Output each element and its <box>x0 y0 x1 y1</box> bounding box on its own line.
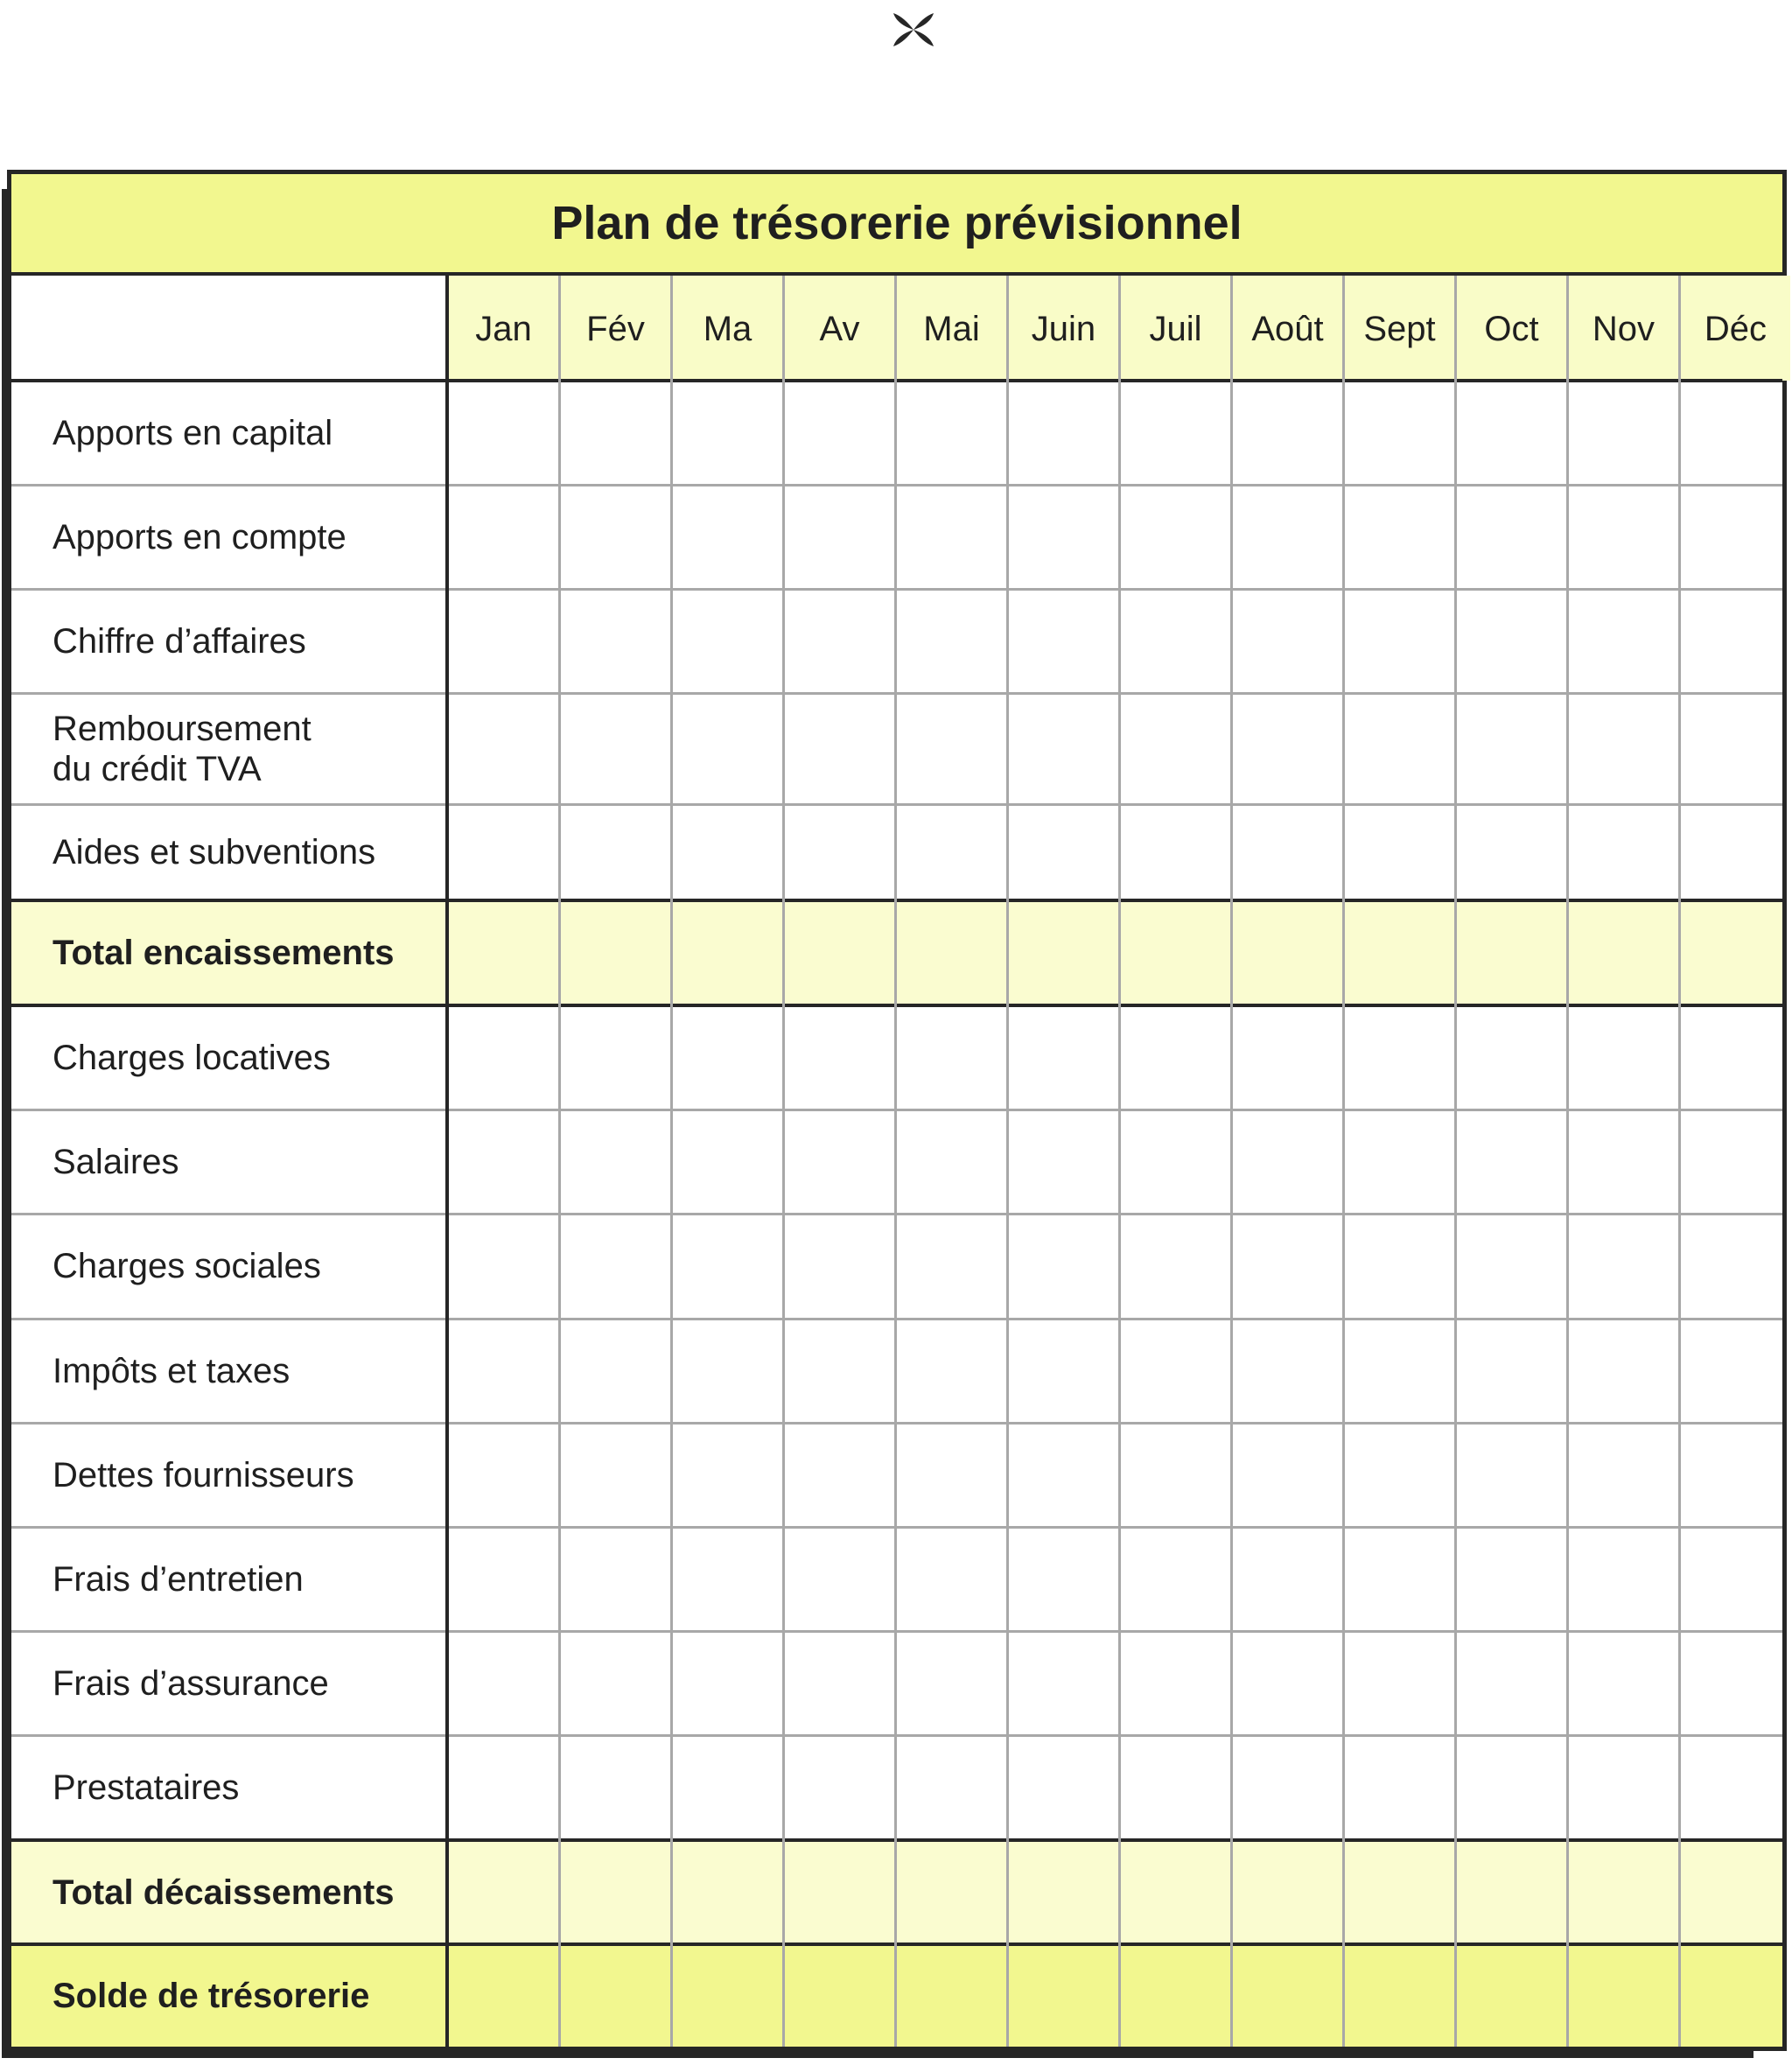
value-cell[interactable] <box>1233 1947 1342 2047</box>
value-cell[interactable] <box>1009 1530 1118 1631</box>
value-cell[interactable] <box>785 903 894 1005</box>
value-cell[interactable] <box>785 1112 894 1214</box>
value-cell[interactable] <box>1233 1008 1342 1110</box>
value-cell[interactable] <box>1233 1738 1342 1840</box>
row-label: Charges locatives <box>52 1038 331 1077</box>
value-cell[interactable] <box>1009 1738 1118 1840</box>
value-cell[interactable] <box>1009 383 1118 485</box>
row-label: Chiffre d’affaires <box>52 621 306 661</box>
value-cell[interactable] <box>1345 592 1454 693</box>
value-cell[interactable] <box>1009 1425 1118 1527</box>
value-cell[interactable] <box>449 383 558 485</box>
row-label: Salaires <box>52 1142 179 1181</box>
value-cell[interactable] <box>1121 1216 1230 1319</box>
row-divider <box>11 1318 1782 1320</box>
value-cell[interactable] <box>1569 807 1678 900</box>
value-cell[interactable] <box>1121 487 1230 589</box>
month-header: Juil <box>1121 276 1230 381</box>
value-cell[interactable] <box>1121 383 1230 485</box>
value-cell[interactable] <box>1569 1530 1678 1631</box>
value-cell[interactable] <box>1121 1843 1230 1944</box>
value-cell[interactable] <box>1009 487 1118 589</box>
value-cell[interactable] <box>1569 1321 1678 1423</box>
value-cell[interactable] <box>1681 696 1790 804</box>
value-cell[interactable] <box>449 1738 558 1840</box>
row-label: Impôts et taxes <box>52 1351 290 1390</box>
value-cell[interactable] <box>897 1008 1006 1110</box>
month-column-divider <box>1566 276 1569 2047</box>
row-divider <box>11 1004 1782 1007</box>
value-cell[interactable] <box>673 1634 782 1735</box>
value-cell[interactable] <box>449 1008 558 1110</box>
row-label: Dettes fournisseurs <box>52 1455 354 1494</box>
row-divider <box>11 484 1782 486</box>
value-cell[interactable] <box>673 1321 782 1423</box>
value-cell[interactable] <box>1233 487 1342 589</box>
value-cell[interactable] <box>561 1634 670 1735</box>
month-header: Ma <box>673 276 782 381</box>
value-cell[interactable] <box>1681 1738 1790 1840</box>
value-cell[interactable] <box>449 1216 558 1319</box>
month-header: Juin <box>1009 276 1118 381</box>
value-cell[interactable] <box>673 1112 782 1214</box>
total-row-label: Total encaissements <box>52 934 395 972</box>
value-cell[interactable] <box>785 1947 894 2047</box>
month-column-divider <box>558 276 561 2047</box>
value-cell[interactable] <box>1457 592 1566 693</box>
table-title: Plan de trésorerie prévisionnel <box>551 197 1242 249</box>
total-row-label: Total décaissements <box>52 1872 395 1912</box>
value-cell[interactable] <box>561 1216 670 1319</box>
value-cell[interactable] <box>449 696 558 804</box>
value-cell[interactable] <box>1457 1425 1566 1527</box>
value-cell[interactable] <box>1233 696 1342 804</box>
row-divider <box>11 899 1782 902</box>
row-divider <box>11 1213 1782 1215</box>
value-cell[interactable] <box>1009 1008 1118 1110</box>
value-cell[interactable] <box>1569 1738 1678 1840</box>
value-cell[interactable] <box>1569 383 1678 485</box>
value-cell[interactable] <box>785 1634 894 1735</box>
value-cell[interactable] <box>1345 1112 1454 1214</box>
value-cell[interactable] <box>1681 1321 1790 1423</box>
value-cell[interactable] <box>449 487 558 589</box>
value-cell[interactable] <box>1009 1947 1118 2047</box>
value-cell[interactable] <box>1121 1321 1230 1423</box>
value-cell[interactable] <box>1569 1843 1678 1944</box>
value-cell[interactable] <box>673 1947 782 2047</box>
value-cell[interactable] <box>1569 903 1678 1005</box>
value-cell[interactable] <box>1457 1634 1566 1735</box>
row-label: Remboursement du crédit TVA <box>52 709 312 788</box>
value-cell[interactable] <box>1569 1425 1678 1527</box>
month-header: Mai <box>897 276 1006 381</box>
value-cell[interactable] <box>1569 1947 1678 2047</box>
month-column-divider <box>1230 276 1233 2047</box>
value-cell[interactable] <box>561 1843 670 1944</box>
row-label: Charges sociales <box>52 1247 321 1285</box>
value-cell[interactable] <box>1681 1947 1790 2047</box>
value-cell[interactable] <box>1345 1425 1454 1527</box>
balance-row-label: Solde de trésorerie <box>52 1976 370 2015</box>
value-cell[interactable] <box>561 1738 670 1840</box>
value-cell[interactable] <box>1457 903 1566 1005</box>
value-cell[interactable] <box>561 696 670 804</box>
value-cell[interactable] <box>1121 1008 1230 1110</box>
value-cell[interactable] <box>1233 592 1342 693</box>
month-header: Jan <box>449 276 558 381</box>
value-cell[interactable] <box>897 1321 1006 1423</box>
row-divider <box>11 588 1782 591</box>
value-cell[interactable] <box>1345 903 1454 1005</box>
row-divider <box>11 1526 1782 1529</box>
row-divider <box>11 1109 1782 1111</box>
value-cell[interactable] <box>449 807 558 900</box>
value-cell[interactable] <box>1345 383 1454 485</box>
row-label: Apports en compte <box>52 517 346 556</box>
value-cell[interactable] <box>1345 696 1454 804</box>
value-cell[interactable] <box>1457 383 1566 485</box>
value-cell[interactable] <box>897 487 1006 589</box>
value-cell[interactable] <box>449 1530 558 1631</box>
value-cell[interactable] <box>673 1738 782 1840</box>
value-cell[interactable] <box>673 487 782 589</box>
value-cell[interactable] <box>1233 1216 1342 1319</box>
value-cell[interactable] <box>1345 1008 1454 1110</box>
value-cell[interactable] <box>673 1216 782 1319</box>
value-cell[interactable] <box>785 807 894 900</box>
value-cell[interactable] <box>1233 1112 1342 1214</box>
value-cell[interactable] <box>1681 1425 1790 1527</box>
value-cell[interactable] <box>1009 903 1118 1005</box>
value-cell[interactable] <box>1233 903 1342 1005</box>
value-cell[interactable] <box>1009 696 1118 804</box>
value-cell[interactable] <box>449 1634 558 1735</box>
value-cell[interactable] <box>449 592 558 693</box>
month-column-divider <box>1006 276 1009 2047</box>
row-label: Frais d’assurance <box>52 1663 329 1703</box>
month-header: Av <box>785 276 894 381</box>
value-cell[interactable] <box>1009 1843 1118 1944</box>
month-column-divider <box>1454 276 1457 2047</box>
value-cell[interactable] <box>1457 1008 1566 1110</box>
value-cell[interactable] <box>449 903 558 1005</box>
value-cell[interactable] <box>897 383 1006 485</box>
value-cell[interactable] <box>1457 1843 1566 1944</box>
value-cell[interactable] <box>561 807 670 900</box>
value-cell[interactable] <box>1121 1530 1230 1631</box>
value-cell[interactable] <box>1681 592 1790 693</box>
value-cell[interactable] <box>785 1321 894 1423</box>
month-header: Août <box>1233 276 1342 381</box>
row-divider <box>11 692 1782 695</box>
value-cell[interactable] <box>561 1947 670 2047</box>
month-column-divider <box>894 276 897 2047</box>
month-header: Sept <box>1345 276 1454 381</box>
value-cell[interactable] <box>897 903 1006 1005</box>
month-header: Nov <box>1569 276 1678 381</box>
value-cell[interactable] <box>1233 1843 1342 1944</box>
month-column-divider <box>1342 276 1345 2047</box>
month-header: Oct <box>1457 276 1566 381</box>
row-divider <box>11 1422 1782 1424</box>
value-cell[interactable] <box>1345 1634 1454 1735</box>
row-label: Apports en capital <box>52 413 333 452</box>
value-cell[interactable] <box>1345 1738 1454 1840</box>
value-cell[interactable] <box>1009 1112 1118 1214</box>
value-cell[interactable] <box>673 696 782 804</box>
value-cell[interactable] <box>1121 592 1230 693</box>
value-cell[interactable] <box>1121 903 1230 1005</box>
value-cell[interactable] <box>1457 1530 1566 1631</box>
logo-icon <box>889 5 938 54</box>
value-cell[interactable] <box>673 807 782 900</box>
row-divider <box>11 1734 1782 1737</box>
value-cell[interactable] <box>897 1112 1006 1214</box>
value-cell[interactable] <box>1121 1425 1230 1527</box>
value-cell[interactable] <box>785 1216 894 1319</box>
value-cell[interactable] <box>897 696 1006 804</box>
value-cell[interactable] <box>1569 1634 1678 1735</box>
header-divider <box>11 379 1782 382</box>
value-cell[interactable] <box>785 696 894 804</box>
value-cell[interactable] <box>785 1008 894 1110</box>
value-cell[interactable] <box>673 592 782 693</box>
value-cell[interactable] <box>561 592 670 693</box>
month-column-divider <box>1678 276 1681 2047</box>
value-cell[interactable] <box>897 592 1006 693</box>
value-cell[interactable] <box>1457 1947 1566 2047</box>
value-cell[interactable] <box>1681 807 1790 900</box>
value-cell[interactable] <box>1009 1216 1118 1319</box>
value-cell[interactable] <box>1121 1738 1230 1840</box>
value-cell[interactable] <box>1681 1530 1790 1631</box>
value-cell[interactable] <box>1681 1112 1790 1214</box>
value-cell[interactable] <box>1121 696 1230 804</box>
value-cell[interactable] <box>1345 807 1454 900</box>
value-cell[interactable] <box>449 1947 558 2047</box>
value-cell[interactable] <box>1457 1738 1566 1840</box>
value-cell[interactable] <box>1569 1112 1678 1214</box>
value-cell[interactable] <box>1457 807 1566 900</box>
value-cell[interactable] <box>1569 696 1678 804</box>
title-band <box>11 174 1782 276</box>
value-cell[interactable] <box>785 592 894 693</box>
value-cell[interactable] <box>1121 807 1230 900</box>
value-cell[interactable] <box>449 1112 558 1214</box>
value-cell[interactable] <box>1345 1530 1454 1631</box>
value-cell[interactable] <box>1569 592 1678 693</box>
value-cell[interactable] <box>561 1425 670 1527</box>
value-cell[interactable] <box>561 903 670 1005</box>
value-cell[interactable] <box>785 1530 894 1631</box>
cash-flow-table <box>7 170 1787 2051</box>
value-cell[interactable] <box>673 383 782 485</box>
month-column-divider <box>670 276 673 2047</box>
value-cell[interactable] <box>1121 1634 1230 1735</box>
value-cell[interactable] <box>897 807 1006 900</box>
value-cell[interactable] <box>561 1530 670 1631</box>
row-label: Prestataires <box>52 1768 240 1807</box>
value-cell[interactable] <box>1233 807 1342 900</box>
value-cell[interactable] <box>1681 1008 1790 1110</box>
value-cell[interactable] <box>1345 1321 1454 1423</box>
value-cell[interactable] <box>897 1530 1006 1631</box>
value-cell[interactable] <box>1009 807 1118 900</box>
label-column-divider <box>445 276 449 2047</box>
value-cell[interactable] <box>1569 487 1678 589</box>
value-cell[interactable] <box>1233 1321 1342 1423</box>
value-cell[interactable] <box>1233 1634 1342 1735</box>
value-cell[interactable] <box>561 487 670 589</box>
value-cell[interactable] <box>449 1321 558 1423</box>
value-cell[interactable] <box>1009 592 1118 693</box>
value-cell[interactable] <box>1681 1843 1790 1944</box>
row-divider <box>11 803 1782 806</box>
value-cell[interactable] <box>1681 903 1790 1005</box>
value-cell[interactable] <box>1345 1947 1454 2047</box>
row-divider <box>11 1942 1782 1946</box>
value-cell[interactable] <box>1569 1008 1678 1110</box>
value-cell[interactable] <box>673 903 782 1005</box>
value-cell[interactable] <box>1457 1112 1566 1214</box>
value-cell[interactable] <box>897 1947 1006 2047</box>
value-cell[interactable] <box>561 1008 670 1110</box>
value-cell[interactable] <box>673 1530 782 1631</box>
value-cell[interactable] <box>785 1738 894 1840</box>
month-column-divider <box>782 276 785 2047</box>
value-cell[interactable] <box>561 1321 670 1423</box>
value-cell[interactable] <box>785 487 894 589</box>
value-cell[interactable] <box>1233 383 1342 485</box>
value-cell[interactable] <box>673 1425 782 1527</box>
value-cell[interactable] <box>1681 1216 1790 1319</box>
value-cell[interactable] <box>1009 1634 1118 1735</box>
value-cell[interactable] <box>1681 383 1790 485</box>
value-cell[interactable] <box>1009 1321 1118 1423</box>
value-cell[interactable] <box>449 1425 558 1527</box>
value-cell[interactable] <box>673 1008 782 1110</box>
value-cell[interactable] <box>897 1843 1006 1944</box>
value-cell[interactable] <box>897 1425 1006 1527</box>
value-cell[interactable] <box>1345 1216 1454 1319</box>
value-cell[interactable] <box>673 1843 782 1944</box>
row-label: Frais d’entretien <box>52 1559 304 1599</box>
value-cell[interactable] <box>449 1843 558 1944</box>
month-header: Déc <box>1681 276 1790 381</box>
value-cell[interactable] <box>1121 1947 1230 2047</box>
value-cell[interactable] <box>1233 1530 1342 1631</box>
value-cell[interactable] <box>897 1738 1006 1840</box>
value-cell[interactable] <box>1457 696 1566 804</box>
value-cell[interactable] <box>1233 1425 1342 1527</box>
value-cell[interactable] <box>561 1112 670 1214</box>
value-cell[interactable] <box>1345 487 1454 589</box>
value-cell[interactable] <box>785 1843 894 1944</box>
value-cell[interactable] <box>785 1425 894 1527</box>
value-cell[interactable] <box>785 383 894 485</box>
value-cell[interactable] <box>1121 1112 1230 1214</box>
value-cell[interactable] <box>897 1634 1006 1735</box>
value-cell[interactable] <box>1681 1634 1790 1735</box>
value-cell[interactable] <box>1457 1216 1566 1319</box>
value-cell[interactable] <box>1457 487 1566 589</box>
value-cell[interactable] <box>1457 1321 1566 1423</box>
month-header: Fév <box>561 276 670 381</box>
value-cell[interactable] <box>897 1216 1006 1319</box>
value-cell[interactable] <box>561 383 670 485</box>
value-cell[interactable] <box>1345 1843 1454 1944</box>
value-cell[interactable] <box>1681 487 1790 589</box>
row-divider <box>11 1838 1782 1842</box>
row-divider <box>11 1630 1782 1633</box>
value-cell[interactable] <box>1569 1216 1678 1319</box>
row-label: Aides et subventions <box>52 833 376 872</box>
month-column-divider <box>1118 276 1121 2047</box>
